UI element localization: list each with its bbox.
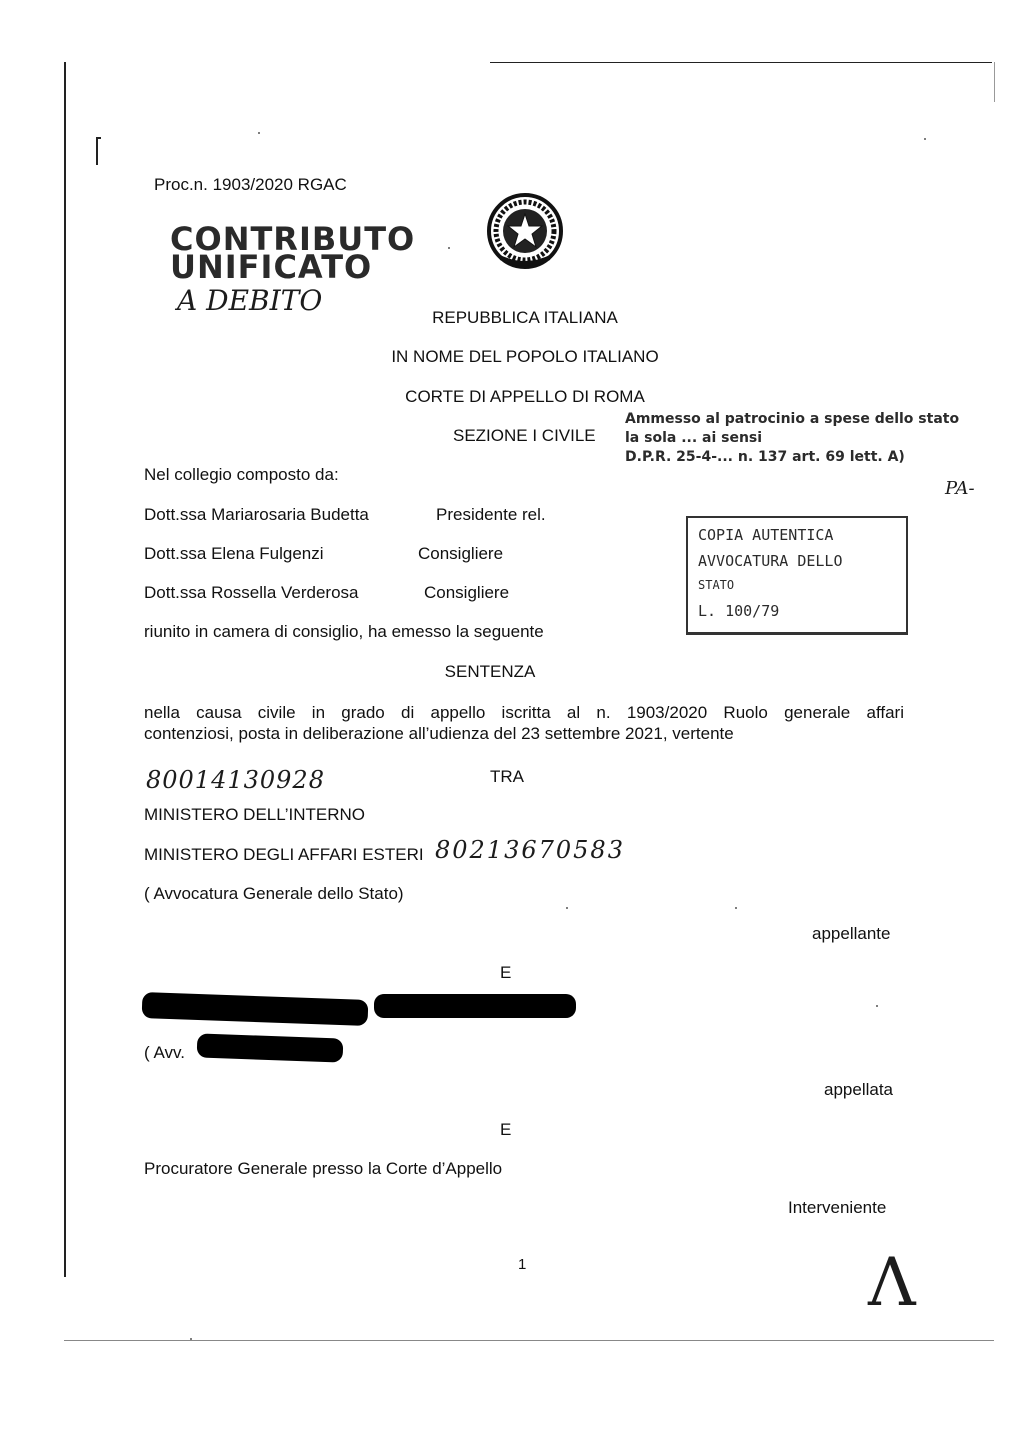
- redaction-bar: [197, 1033, 344, 1062]
- copia-stamp-line2: AVVOCATURA DELLO: [698, 552, 843, 570]
- judge-role: Presidente rel.: [436, 505, 546, 524]
- judge-name: Dott.ssa Elena Fulgenzi: [144, 544, 324, 563]
- handwritten-tax-code-2: 80213670583: [435, 836, 625, 864]
- redaction-bar: [142, 992, 369, 1026]
- appellant-counsel: ( Avvocatura Generale dello Stato): [144, 884, 404, 903]
- scan-mark-tick: [96, 137, 101, 139]
- ammesso-stamp-line2: la sola ... ai sensi: [625, 430, 763, 446]
- scan-mark-left: [96, 137, 98, 165]
- ammesso-stamp-line1: Ammesso al patrocinio a spese dello stato: [625, 411, 960, 427]
- scan-dot: [876, 1005, 878, 1007]
- contributo-stamp-line2: UNIFICATO: [170, 248, 373, 286]
- page-number: 1: [518, 1256, 527, 1273]
- appellant-interior: MINISTERO DELL’INTERNO: [144, 805, 366, 824]
- debito-handwritten: A DEBITO: [177, 284, 323, 317]
- appellee-role: appellata: [824, 1080, 894, 1099]
- copia-autentica-stamp: [686, 516, 908, 635]
- scan-dot: [258, 132, 260, 134]
- court-heading: CORTE DI APPELLO DI ROMA: [405, 387, 645, 406]
- panel-closing: riunito in camera di consiglio, ha emesso la seguente: [144, 622, 544, 641]
- italian-republic-emblem-icon: [484, 190, 566, 272]
- ammesso-stamp-line3: D.P.R. 25-4-... n. 137 art. 69 lett. A): [625, 449, 905, 465]
- appellant-foreign-affairs: MINISTERO DEGLI AFFARI ESTERI: [144, 845, 424, 864]
- sentence-heading: SENTENZA: [444, 662, 536, 681]
- handwritten-initial: Λ: [868, 1244, 916, 1321]
- scan-dot: [735, 907, 737, 909]
- sentence-body-line: nella causa civile in grado di appello iscritta al n. 1903/2020 Ruolo generale affari: [144, 703, 904, 722]
- scan-dot: [190, 1338, 192, 1340]
- scan-edge-left: [64, 62, 66, 1277]
- initials-handwritten: PA-: [945, 478, 975, 499]
- scan-dot: [448, 247, 450, 249]
- e-separator: E: [500, 963, 512, 982]
- intervener-name: Procuratore Generale presso la Corte d’Appello: [144, 1159, 503, 1178]
- section-heading: SEZIONE I CIVILE: [453, 426, 596, 445]
- judge-name: Dott.ssa Rossella Verderosa: [144, 583, 359, 602]
- contributo-stamp-line1: CONTRIBUTO: [170, 220, 416, 258]
- scan-edge-bottom: [64, 1340, 994, 1341]
- republic-heading: REPUBBLICA ITALIANA: [432, 308, 618, 327]
- panel-intro: Nel collegio composto da:: [144, 465, 339, 484]
- scan-dot: [566, 907, 568, 909]
- appellee-counsel-prefix: ( Avv.: [144, 1043, 185, 1062]
- appellant-role: appellante: [812, 924, 891, 943]
- scan-edge-right: [994, 62, 995, 102]
- in-name-heading: IN NOME DEL POPOLO ITALIANO: [391, 347, 659, 366]
- judge-role: Consigliere: [418, 544, 504, 563]
- copia-stamp-line4: L. 100/79: [698, 602, 780, 620]
- judge-role: Consigliere: [424, 583, 510, 602]
- e-separator: E: [500, 1120, 512, 1139]
- scan-edge-top: [490, 62, 992, 63]
- sentence-body-line: contenziosi, posta in deliberazione all’udienza del 23 settembre 2021, vertente: [144, 724, 734, 743]
- tra-label: TRA: [490, 767, 524, 786]
- redaction-bar: [374, 994, 576, 1018]
- copia-stamp-line1: COPIA AUTENTICA: [698, 526, 834, 544]
- proc-number: Proc.n. 1903/2020 RGAC: [154, 175, 347, 194]
- handwritten-tax-code-1: 80014130928: [146, 766, 325, 794]
- judge-name: Dott.ssa Mariarosaria Budetta: [144, 505, 369, 524]
- sentence-body: [144, 702, 904, 744]
- intervener-role: Interveniente: [788, 1198, 887, 1217]
- copia-stamp-line3: STATO: [698, 578, 735, 592]
- scan-dot: [924, 138, 926, 140]
